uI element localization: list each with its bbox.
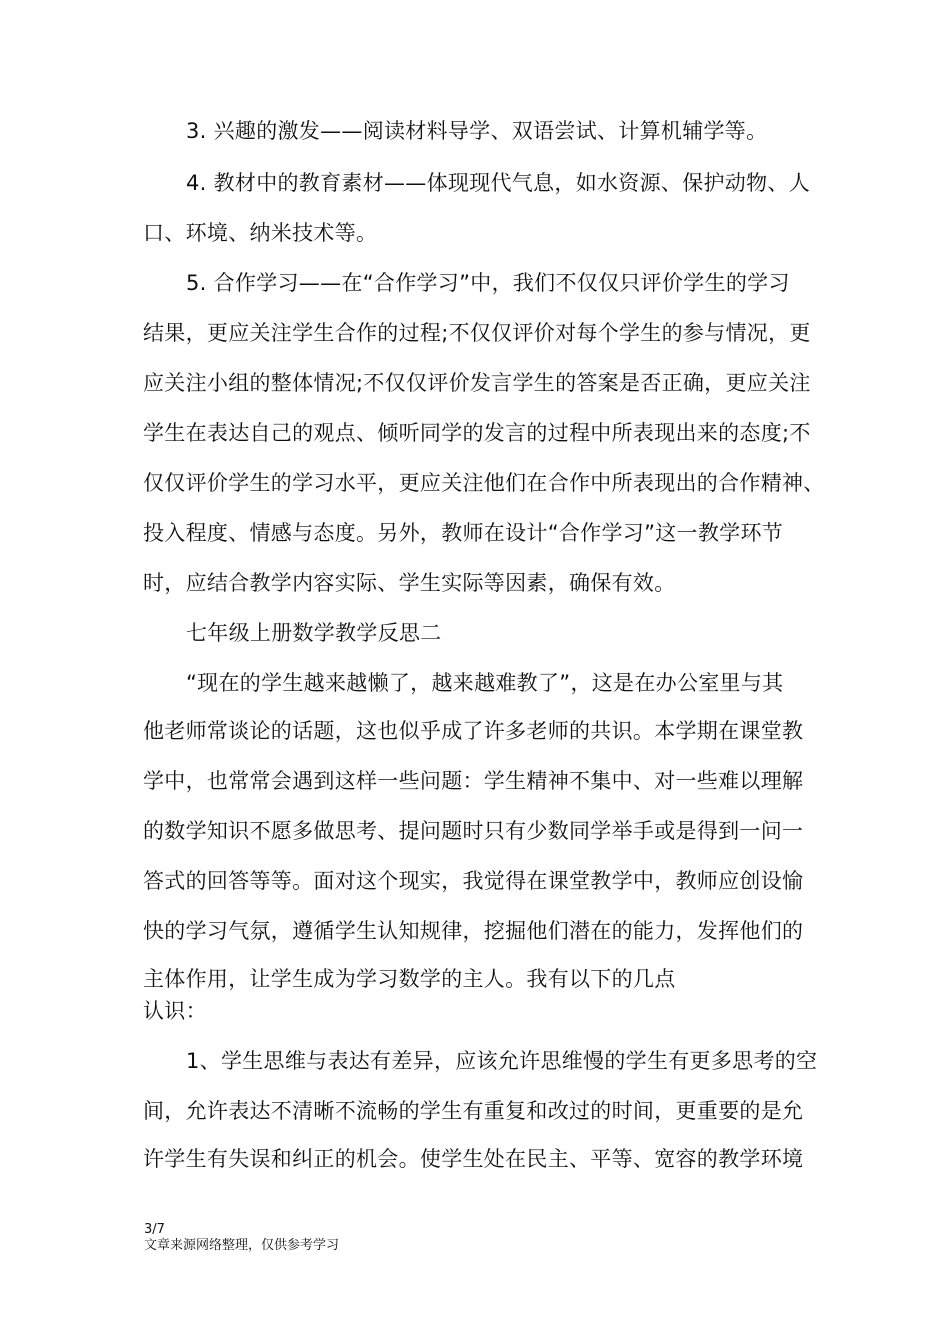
paragraph-line: 时，应结合教学内容实际、学生实际等因素，确保有效。 — [143, 571, 676, 595]
paragraph-line: 学中，也常常会遇到这样一些问题：学生精神不集中、对一些难以理解 — [143, 769, 804, 793]
paragraph-line: 他老师常谈论的话题，这也似乎成了许多老师的共识。本学期在课堂教 — [143, 719, 804, 743]
paragraph-line: 4. 教材中的教育素材——体现现代气息，如水资源、保护动物、人 — [186, 171, 811, 195]
footer-note: 文章来源网络整理，仅供参考学习 — [144, 1238, 340, 1253]
paragraph-line: 答式的回答等等。面对这个现实，我觉得在课堂教学中，教师应创设愉 — [143, 869, 804, 893]
paragraph-line: 仅仅评价学生的学习水平，更应关注他们在合作中所表现出的合作精神、 — [143, 471, 825, 495]
paragraph-line: 认识： — [143, 999, 207, 1023]
paragraph-line: 的数学知识不愿多做思考、提问题时只有少数同学举手或是得到一问一 — [143, 819, 804, 843]
paragraph-line: 快的学习气氛，遵循学生认知规律，挖掘他们潜在的能力，发挥他们的 — [143, 919, 804, 943]
section-heading: 七年级上册数学教学反思二 — [186, 621, 442, 645]
paragraph-line: 结果，更应关注学生合作的过程;不仅仅评价对每个学生的参与情况，更 — [143, 321, 811, 345]
page-number: 3/7 — [144, 1222, 165, 1237]
paragraph-line: 应关注小组的整体情况;不仅仅评价发言学生的答案是否正确，更应关注 — [143, 371, 811, 395]
paragraph-line: 间，允许表达不清晰不流畅的学生有重复和改过的时间，更重要的是允 — [143, 1099, 804, 1123]
paragraph-line: 投入程度、情感与态度。另外，教师在设计“合作学习”这一教学环节 — [143, 521, 784, 545]
paragraph-line: 1、学生思维与表达有差异，应该允许思维慢的学生有更多思考的空 — [186, 1049, 818, 1073]
paragraph-line: 学生在表达自己的观点、倾听同学的发言的过程中所表现出来的态度;不 — [143, 421, 811, 445]
paragraph-line: 5. 合作学习——在“合作学习”中，我们不仅仅只评价学生的学习 — [186, 271, 790, 295]
paragraph-line: 主体作用，让学生成为学习数学的主人。我有以下的几点 — [143, 967, 676, 991]
paragraph-line: 许学生有失误和纠正的机会。使学生处在民主、平等、宽容的教学环境 — [143, 1147, 804, 1171]
paragraph-line: 3. 兴趣的激发——阅读材料导学、双语尝试、计算机辅学等。 — [186, 119, 768, 143]
paragraph-line: “现在的学生越来越懒了，越来越难教了”，这是在办公室里与其 — [186, 671, 784, 695]
paragraph-line: 口、环境、纳米技术等。 — [143, 221, 378, 245]
